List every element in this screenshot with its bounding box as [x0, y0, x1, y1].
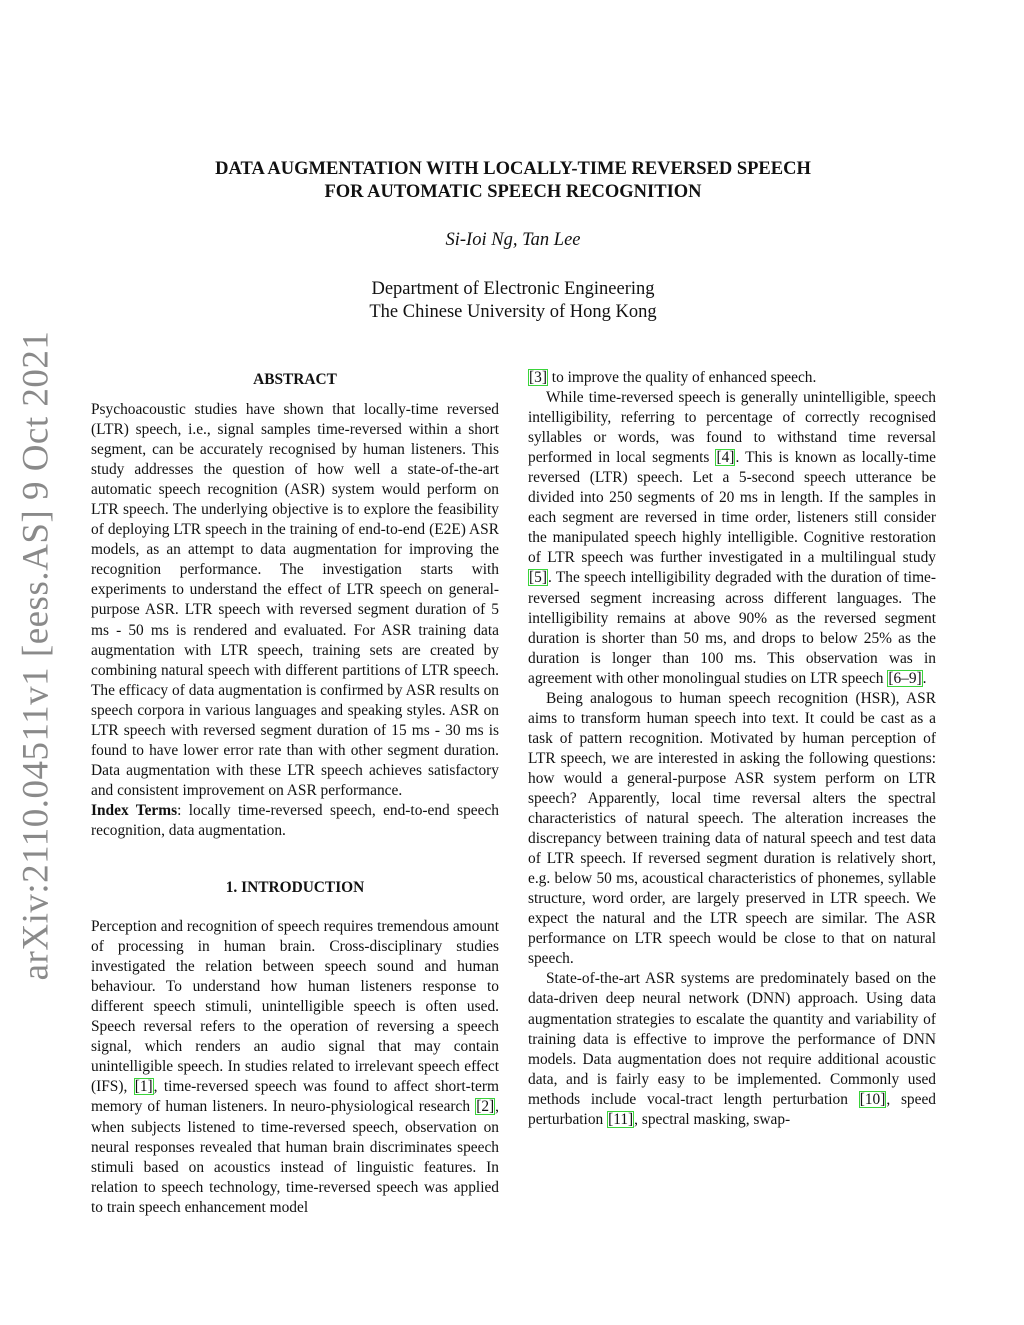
intro-p1-text-d: to improve the quality of enhanced speech. — [547, 369, 817, 386]
citation-link-3[interactable]: [3] — [529, 369, 547, 386]
intro-p2-text-d: . — [922, 669, 927, 687]
affiliation-department: Department of Electronic Engineering — [371, 279, 655, 299]
title-line-2: FOR AUTOMATIC SPEECH RECOGNITION — [324, 182, 702, 202]
left-column — [91, 368, 499, 1218]
citation-link-4[interactable]: [4] — [716, 449, 735, 467]
intro-p2-text-b: . This is known as locally-time reversed (LTR) speech. Let a 5-second speech utterance be divided into 250 segments of 20 ms in length. If the samples in each segment are reversed in time order, listeners still consider the manipulated speech highly intelligible. Cognitive restoration of LTR speech was further investigated in a multilingual study — [528, 449, 936, 567]
intro-p4-text-c: , spectral masking, swap- — [634, 1110, 791, 1128]
paper-title — [90, 158, 936, 204]
right-column — [528, 368, 936, 1130]
index-terms — [91, 801, 499, 841]
intro-paragraph-3: Being analogous to human speech recognition (HSR), ASR aims to transform human speech into text. It could be cast as a task of pattern recognition. Motivated by human perception of LTR speech, we are interested in asking the following questions: how would a general-purpose ASR system perform on LTR speech? Apparently, local time reversal alters the spectral characteristics of natural speech. The alteration increases the discrepancy between training data of natural speech and test data of LTR speech. If reversed segment duration is relatively short, e.g. below 50 ms, acoustical characteristics of phonemes, syllable structure, word order, are largely preserved in LTR speech. We expect the natural and the LTR speech are similar. The ASR performance on LTR speech would be close to that on natural speech. — [528, 689, 936, 968]
affiliation — [90, 278, 936, 324]
intro-p2-text-a: While time-reversed speech is generally unintelligible, speech intelligibility, referring to percentage of correctly recognised syllables or words, was found to withstand time reversal performed in local segments — [528, 389, 936, 467]
intro-p1-text-c: , when subjects listened to time-reversed speech, observation on neural responses revealed that human brain discriminates speech stimuli based on acoustics instead of linguistic features. In relation to speech technology, time-reversed speech was applied to train speech enhancement model — [91, 1098, 499, 1216]
introduction-heading: 1. INTRODUCTION — [225, 879, 365, 897]
index-terms-label: Index Terms — [91, 801, 178, 819]
index-terms-text: : locally time-reversed speech, end-to-end speech recognition, data augmentation. — [91, 801, 499, 839]
abstract-heading: ABSTRACT — [253, 371, 337, 388]
authors: Si-Ioi Ng, Tan Lee — [445, 230, 581, 250]
title-line-1: DATA AUGMENTATION WITH LOCALLY-TIME REVERSED SPEECH — [215, 159, 811, 179]
citation-link-10[interactable]: [10] — [859, 1090, 886, 1108]
intro-paragraph-1-cont — [528, 368, 936, 388]
arxiv-side-stamp — [12, 330, 60, 980]
intro-paragraph-1 — [91, 917, 499, 1218]
citation-link-6-9[interactable]: [6–9] — [888, 669, 922, 687]
intro-p4-text-a: State-of-the-art ASR systems are predominately based on the data-driven deep neural network (DNN) approach. Using data augmentation strategies to escalate the quantity and variability of training data is effective to improve the performance of DNN models. Data augmentation does not require additional acoustic data, and is fairly easy to be implemented. Commonly used methods include vocal-tract length perturbation — [528, 970, 936, 1108]
intro-p1-text-a: Perception and recognition of speech requires tremendous amount of processing in human brain. Cross-disciplinary studies investigated the relation between speech sound and human behaviour. To understand how human listeners response to different speech stimuli, unintelligible speech is often used. Speech reversal refers to the operation of reversing a speech signal, which renders an audio signal that may contain unintelligible speech. In studies related to irrelevant speech effect (IFS), — [91, 918, 499, 1096]
intro-paragraph-2 — [528, 388, 936, 689]
abstract-text: Psychoacoustic studies have shown that locally-time reversed (LTR) speech, i.e., signal samples time-reversed within a short segment, can be accurately recognised by human listeners. This study addresses the question of how well a state-of-the-art automatic speech recognition (ASR) system would perform on LTR speech. The underlying objective is to explore the feasibility of deploying LTR speech in the training of end-to-end (E2E) ASR models, as an attempt to data augmentation for improving the recognition performance. The investigation starts with experiments to understand the effect of LTR speech on general-purpose ASR. LTR speech with reversed segment duration of 5 ms - 50 ms is rendered and evaluated. For ASR training data augmentation with LTR speech, training sets are created by combining natural speech with different partitions of LTR speech. The efficacy of data augmentation is confirmed by ASR results on speech corpora in various languages and speaking styles. ASR on LTR speech with reversed segment duration of 15 ms - 30 ms is found to have lower error rate than with other segment duration. Data augmentation with these LTR speech achieves satisfactory and consistent improvement on ASR performance. — [91, 401, 499, 799]
citation-link-1[interactable]: [1] — [134, 1078, 153, 1096]
citation-link-2[interactable]: [2] — [476, 1098, 495, 1116]
affiliation-university: The Chinese University of Hong Kong — [369, 302, 657, 322]
intro-paragraph-4 — [528, 969, 936, 1129]
intro-p1-text-b: , time-reversed speech was found to affect short-term memory of human listeners. In neuro-physiological research — [91, 1078, 499, 1116]
citation-link-11[interactable]: [11] — [608, 1110, 634, 1128]
citation-link-5[interactable]: [5] — [529, 569, 547, 587]
intro-p4-text-b: , speed perturbation — [528, 1090, 936, 1128]
arxiv-identifier: arXiv:2110.04511v1 [eess.AS] 9 Oct 2021 — [15, 330, 57, 980]
intro-p2-text-c: . The speech intelligibility degraded with the duration of time-reversed segment increasing across different languages. The intelligibility remains at above 90% as the reversed segment duration is shorter than 50 ms, and drops to below 25% as the duration is longer than 100 ms. This observation was in agreement with other monolingual studies on LTR speech — [528, 569, 936, 687]
